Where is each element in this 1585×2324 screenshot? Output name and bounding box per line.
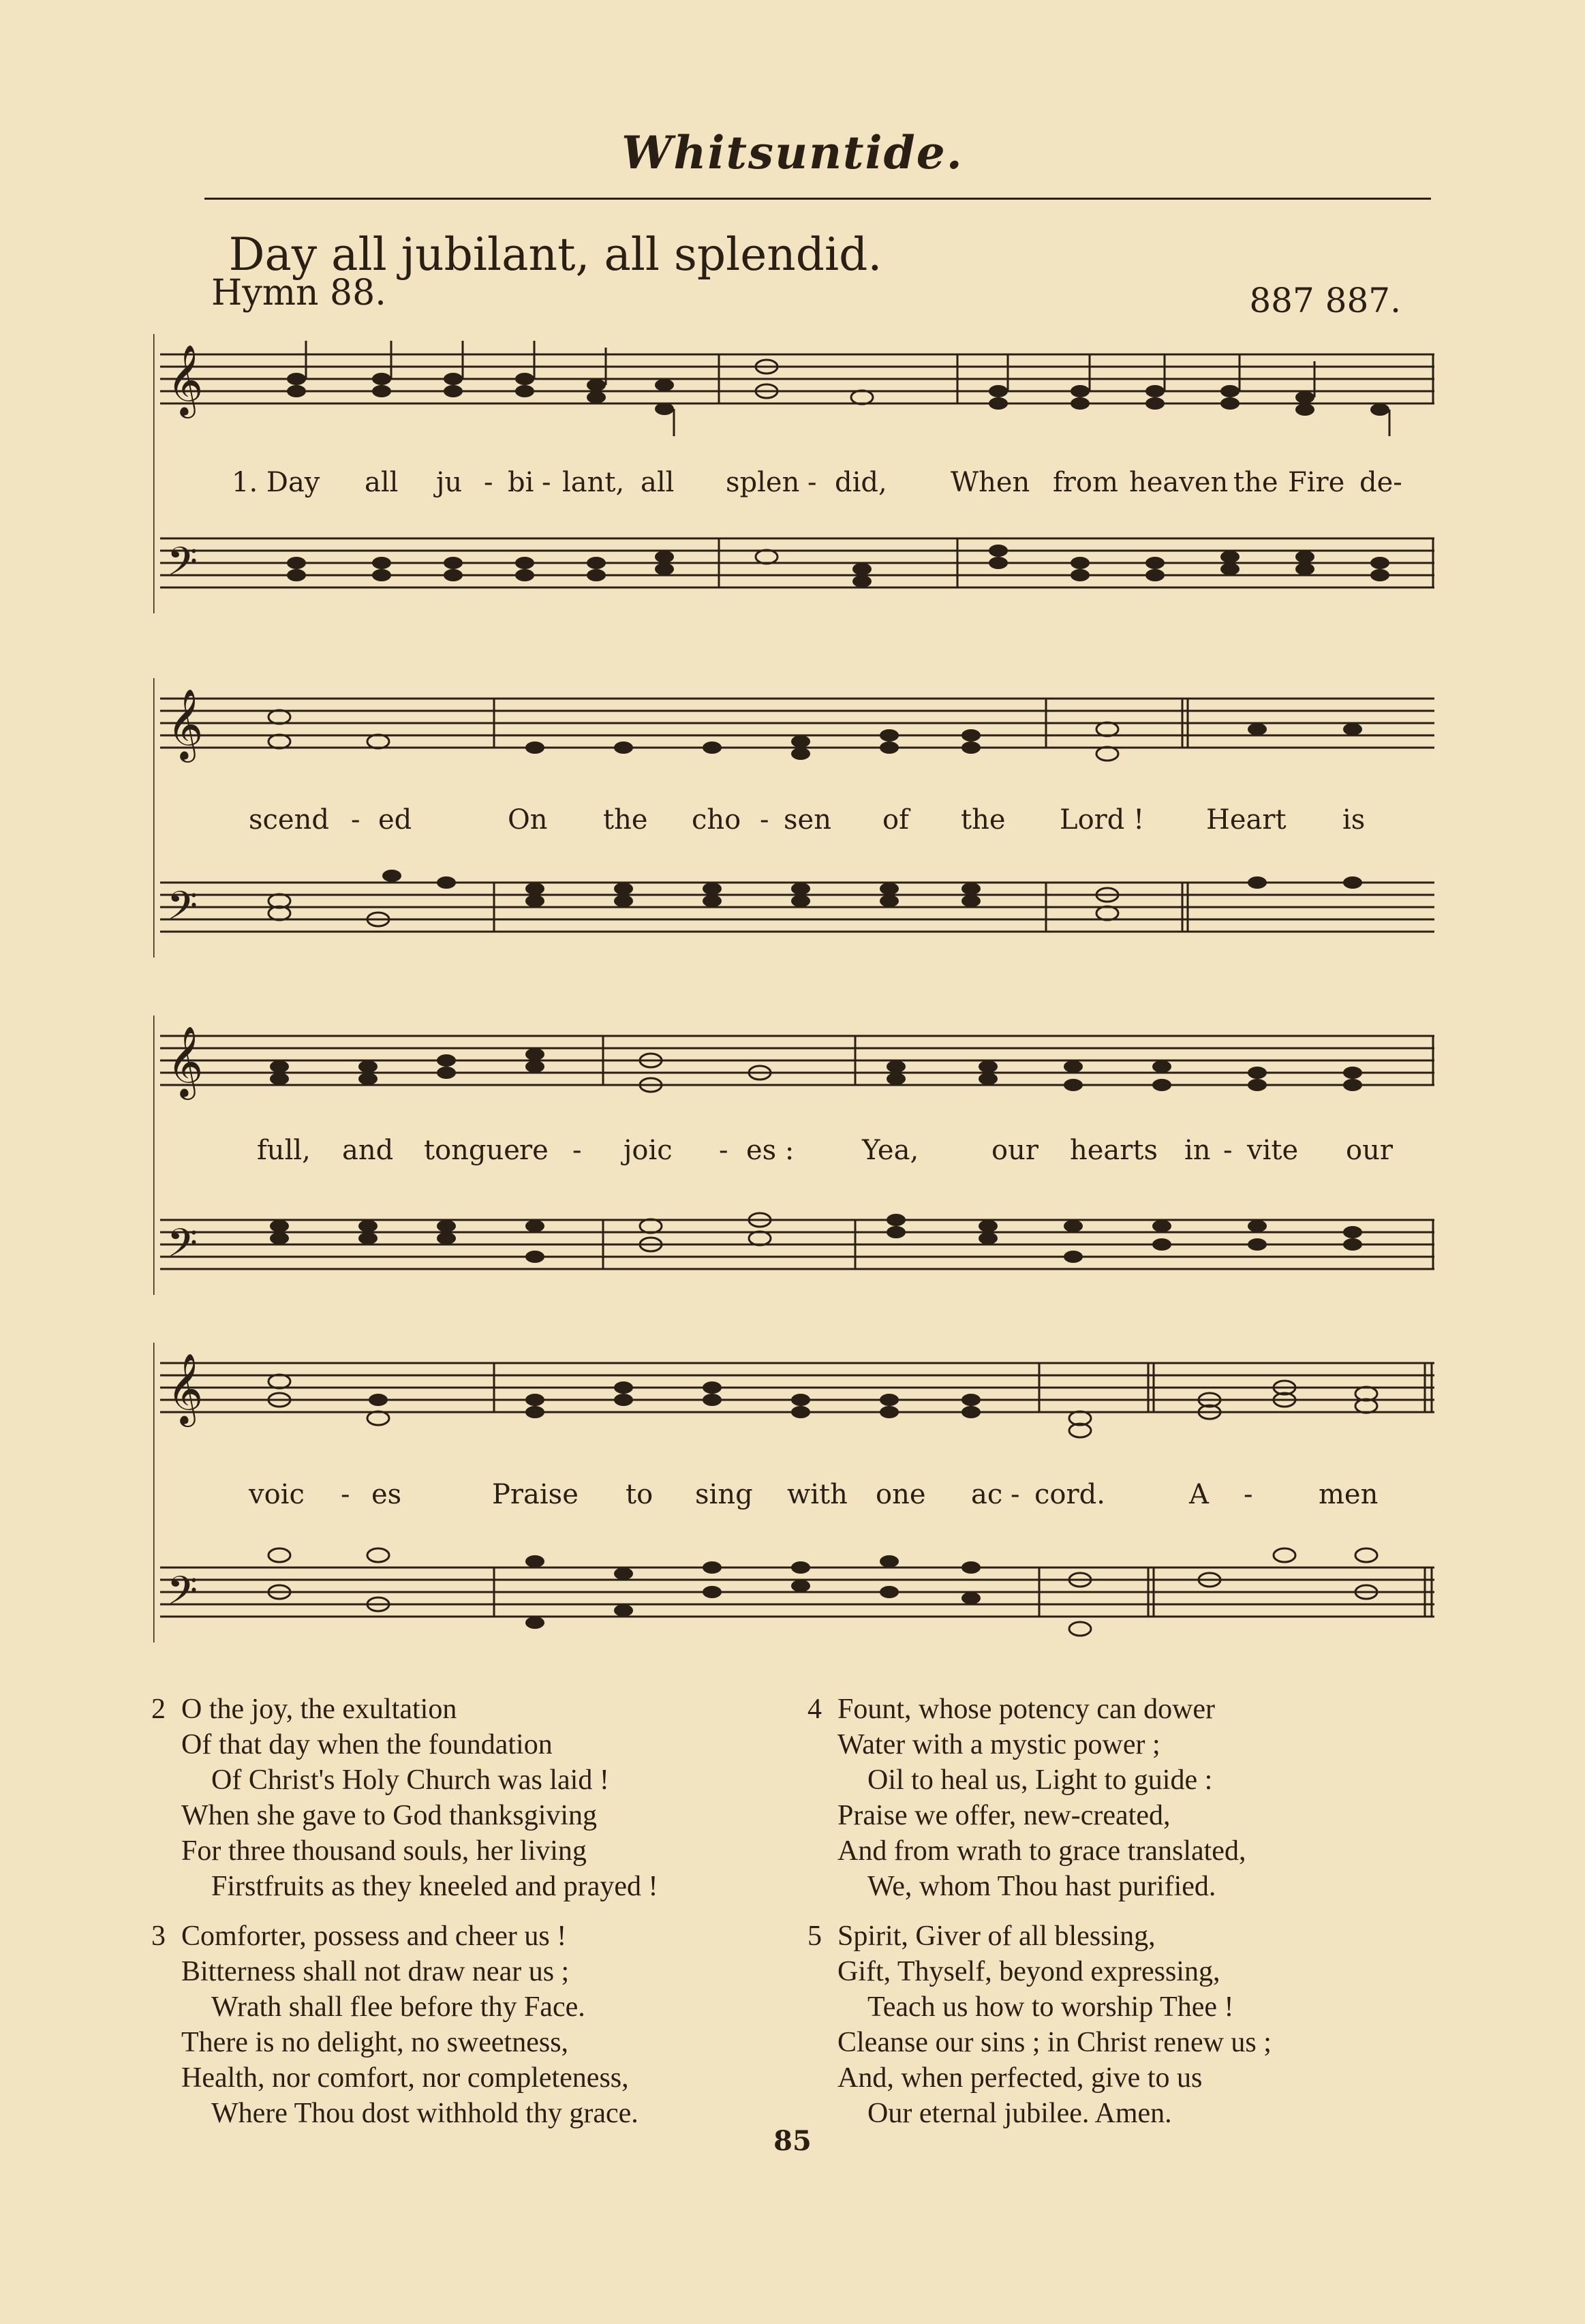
verse-number: 3 [151, 1921, 166, 1952]
lyric-syllable: tongue [424, 1135, 520, 1166]
verse-4 [807, 1692, 1246, 1904]
lyric-syllable: all [365, 467, 399, 498]
verse-number: 5 [807, 1921, 822, 1952]
lyric-syllable: hearts [1070, 1135, 1158, 1166]
lyric-syllable: Praise [492, 1479, 579, 1510]
lyrics-line-1 [153, 467, 1434, 508]
verse-line: Wrath shall flee before thy Face. [211, 1991, 585, 2023]
verse-line: Firstfruits as they kneeled and prayed ! [211, 1871, 658, 1902]
verse-line: We, whom Thou hast purified. [867, 1871, 1216, 1902]
lyric-syllable: On [508, 804, 548, 836]
lyric-syllable: re [519, 1135, 549, 1166]
verse-2 [151, 1692, 658, 1904]
verse-line: Oil to heal us, Light to guide : [867, 1764, 1213, 1796]
lyric-syllable: - [1223, 1135, 1233, 1166]
lyric-syllable: sing [695, 1479, 753, 1510]
verse-line: When she gave to God thanksgiving [181, 1800, 598, 1831]
verse-line: Where Thou dost withhold thy grace. [211, 2098, 638, 2129]
treble-staff [160, 354, 1434, 403]
lyric-syllable: - [760, 804, 769, 836]
treble-clef-icon: 𝄞 [167, 344, 204, 416]
treble-clef-icon: 𝄞 [167, 688, 204, 760]
lyric-syllable: es : [746, 1135, 795, 1166]
lyric-syllable: - [719, 1135, 728, 1166]
lyric-syllable: de- [1359, 467, 1402, 498]
verse-line: Cleanse our sins ; in Christ renew us ; [837, 2027, 1272, 2058]
lyric-syllable: - [542, 467, 551, 498]
lyric-syllable: heaven [1129, 467, 1229, 498]
bass-clef-icon: 𝄢 [167, 1568, 198, 1623]
lyric-syllable: - [1244, 1479, 1253, 1510]
lyric-syllable: of [882, 804, 909, 836]
lyric-syllable: men [1319, 1479, 1379, 1510]
lyric-syllable: from [1053, 467, 1118, 498]
lyric-syllable: one [876, 1479, 926, 1510]
verse-line: Of Christ's Holy Church was laid ! [211, 1764, 609, 1796]
lyric-syllable: the [603, 804, 648, 836]
verse-line: Gift, Thyself, beyond expressing, [837, 1956, 1220, 1987]
bass-clef-icon: 𝄢 [167, 538, 198, 594]
lyrics-line-3 [153, 1135, 1434, 1176]
verse-line: And, when perfected, give to us [837, 2062, 1203, 2094]
lyric-syllable: our [1346, 1135, 1393, 1166]
verse-line: O the joy, the exultation [181, 1694, 457, 1725]
lyric-syllable: our [991, 1135, 1038, 1166]
lyric-syllable: - [1011, 1479, 1020, 1510]
lyric-syllable: Heart [1206, 804, 1287, 836]
verse-line: Spirit, Giver of all blessing, [837, 1921, 1156, 1952]
verse-line: And from wrath to grace translated, [837, 1835, 1246, 1867]
lyrics-line-4 [153, 1479, 1434, 1520]
lyric-syllable: the [1233, 467, 1278, 498]
lyric-syllable: When [951, 467, 1030, 498]
lyric-syllable: in [1184, 1135, 1211, 1166]
lyric-syllable: vite [1247, 1135, 1299, 1166]
meter: 887 887. [1249, 281, 1401, 320]
lyric-syllable: voic [249, 1479, 305, 1510]
verse-line: Praise we offer, new-created, [837, 1800, 1171, 1831]
verse-line: Teach us how to worship Thee ! [867, 1991, 1234, 2023]
verse-line: Comforter, possess and cheer us ! [181, 1921, 567, 1952]
lyric-syllable: Yea, [862, 1135, 919, 1166]
verse-line: Of that day when the foundation [181, 1729, 553, 1760]
lyric-syllable: - [484, 467, 493, 498]
verse-number: 4 [807, 1694, 822, 1725]
header-rule [204, 198, 1431, 200]
verse-3 [151, 1918, 638, 2131]
lyric-syllable: cho [692, 804, 741, 836]
lyric-syllable: scend [249, 804, 329, 836]
lyric-syllable: - [807, 467, 817, 498]
lyric-syllable: ju [436, 467, 463, 498]
lyric-syllable: is [1342, 804, 1366, 836]
lyric-syllable: cord. [1034, 1479, 1105, 1510]
section-title: Whitsuntide. [621, 126, 964, 179]
lyric-syllable: splen [726, 467, 800, 498]
lyric-syllable: bi [508, 467, 534, 498]
bass-staff [160, 538, 1434, 587]
verse-number: 2 [151, 1694, 166, 1725]
lyric-syllable: did, [835, 467, 887, 498]
verse-line: Water with a mystic power ; [837, 1729, 1160, 1760]
lyric-syllable: Lord ! [1060, 804, 1145, 836]
hymn-number: Hymn 88. [211, 273, 386, 314]
lyric-syllable: - [572, 1135, 582, 1166]
lyric-syllable: all [641, 467, 675, 498]
verse-line: Our eternal jubilee. Amen. [867, 2098, 1172, 2129]
lyric-syllable: - [351, 804, 360, 836]
lyric-syllable: to [626, 1479, 653, 1510]
bass-clef-icon: 𝄢 [167, 1220, 198, 1276]
treble-clef-icon: 𝄞 [167, 1353, 204, 1424]
lyric-syllable: - [341, 1479, 350, 1510]
tune-title: Day all jubilant, all splendid. [228, 228, 882, 281]
lyric-syllable: A [1189, 1479, 1209, 1510]
lyric-syllable: joic [624, 1135, 673, 1166]
lyric-syllable: ed [378, 804, 412, 836]
page-number: 85 [773, 2125, 812, 2157]
lyric-syllable: the [961, 804, 1006, 836]
lyric-syllable: 1. Day [232, 467, 320, 498]
lyric-syllable: Fire [1288, 467, 1345, 498]
lyric-syllable: sen [784, 804, 831, 836]
verse-line: Bitterness shall not draw near us ; [181, 1956, 570, 1987]
lyric-syllable: with [787, 1479, 848, 1510]
verse-line: Fount, whose potency can dower [837, 1694, 1216, 1725]
treble-clef-icon: 𝄞 [167, 1026, 204, 1097]
lyric-syllable: es [371, 1479, 402, 1510]
verse-line: There is no delight, no sweetness, [181, 2027, 569, 2058]
verse-5 [807, 1918, 1272, 2131]
lyric-syllable: full, [257, 1135, 311, 1166]
verse-line: For three thousand souls, her living [181, 1835, 587, 1867]
verse-line: Health, nor comfort, nor completeness, [181, 2062, 629, 2094]
lyric-syllable: ac [971, 1479, 1003, 1510]
bass-clef-icon: 𝄢 [167, 883, 198, 938]
lyrics-line-2 [153, 804, 1434, 845]
lyric-syllable: and [342, 1135, 394, 1166]
lyric-syllable: lant, [562, 467, 625, 498]
